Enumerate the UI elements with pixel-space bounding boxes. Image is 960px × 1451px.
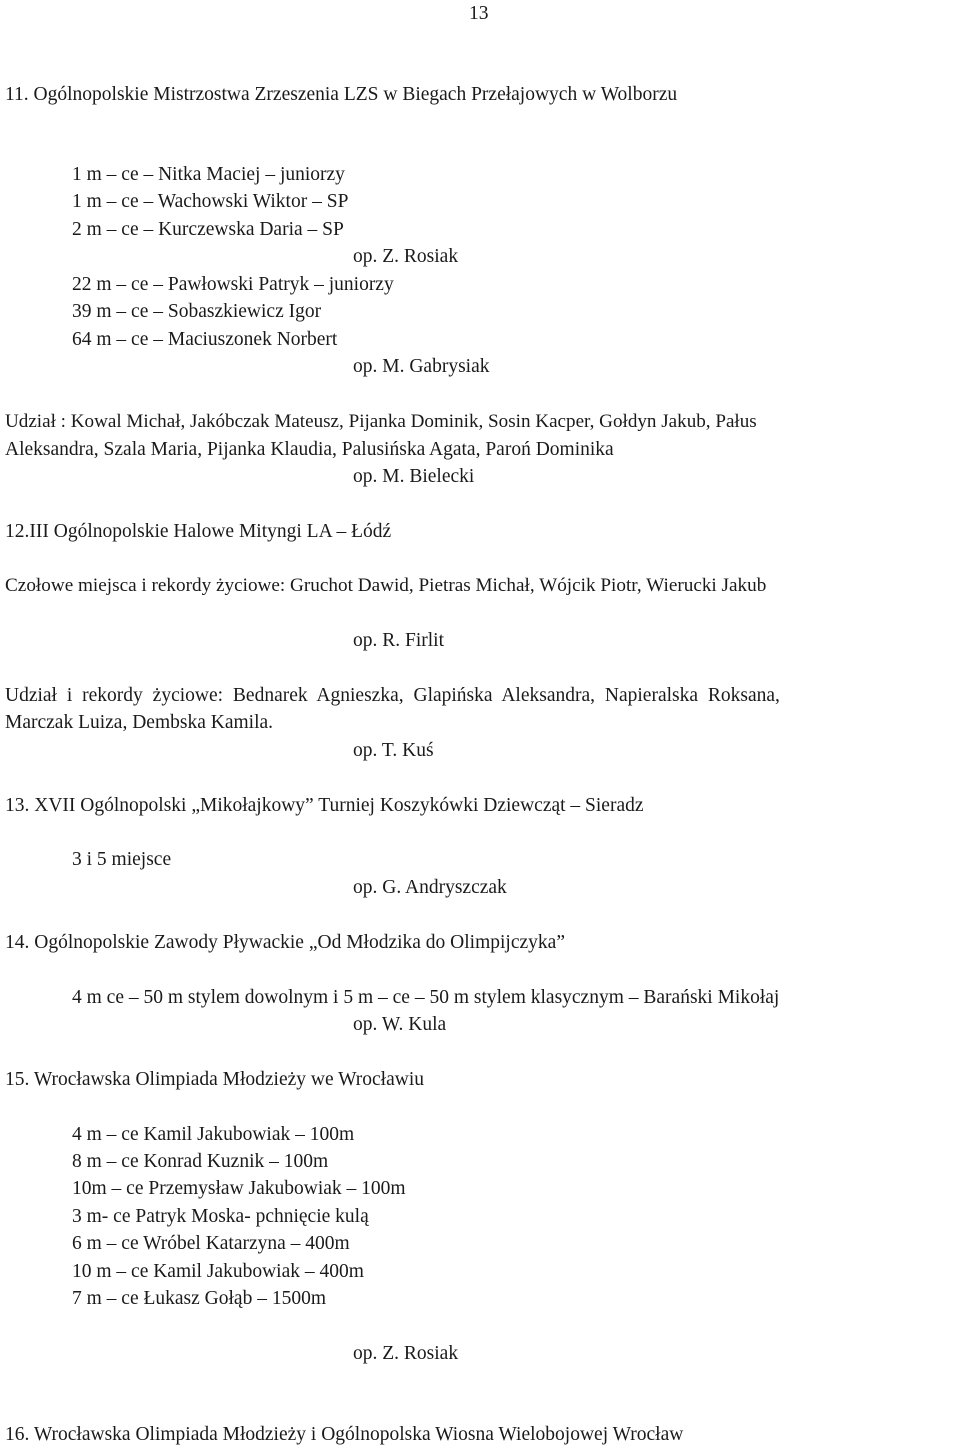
list-item: 1 m – ce – Wachowski Wiktor – SP xyxy=(72,191,349,212)
list-item: 39 m – ce – Sobaszkiewicz Igor xyxy=(72,301,322,322)
coach-name: op. M. Bielecki xyxy=(353,466,475,487)
section-14-title: 14. Ogólnopolskie Zawody Pływackie „Od Młodzika do Olimpijczyka” xyxy=(5,932,565,953)
coach-name: op. Z. Rosiak xyxy=(353,1343,459,1364)
list-item: 4 m ce – 50 m stylem dowolnym i 5 m – ce – 50 m stylem klasycznym – Barański Mikołaj xyxy=(72,987,780,1008)
section-11-title: 11. Ogólnopolskie Mistrzostwa Zrzeszenia LZS w Biegach Przełajowych w Wolborzu xyxy=(5,84,678,105)
list-item: 10 m – ce Kamil Jakubowiak – 400m xyxy=(72,1261,364,1282)
participants-line-1: Udział i rekordy życiowe: Bednarek Agnieszka, Glapińska Aleksandra, Napieralska Roksana, xyxy=(5,685,780,706)
coach-name: op. M. Gabrysiak xyxy=(353,356,490,377)
list-item: 3 i 5 miejsce xyxy=(72,849,172,870)
coach-name: op. W. Kula xyxy=(353,1014,447,1035)
section-13-title: 13. XVII Ogólnopolski „Mikołajkowy” Turniej Koszykówki Dziewcząt – Sieradz xyxy=(5,795,644,816)
section-15-title: 15. Wrocławska Olimpiada Młodzieży we Wrocławiu xyxy=(5,1069,425,1090)
participants-line-2: Aleksandra, Szala Maria, Pijanka Klaudia, Palusińska Agata, Paroń Dominika xyxy=(5,439,614,460)
list-item: 3 m- ce Patryk Moska- pchnięcie kulą xyxy=(72,1206,369,1227)
list-item: 4 m – ce Kamil Jakubowiak – 100m xyxy=(72,1124,355,1145)
list-item: 10m – ce Przemysław Jakubowiak – 100m xyxy=(72,1178,406,1199)
list-item: 1 m – ce – Nitka Maciej – juniorzy xyxy=(72,164,345,185)
list-item: 22 m – ce – Pawłowski Patryk – juniorzy xyxy=(72,274,394,295)
participants-line-1: Udział : Kowal Michał, Jakóbczak Mateusz, Pijanka Dominik, Sosin Kacper, Gołdyn Jakub, Pałus xyxy=(5,411,757,432)
coach-name: op. R. Firlit xyxy=(353,630,445,651)
leaders-line: Czołowe miejsca i rekordy życiowe: Gruchot Dawid, Pietras Michał, Wójcik Piotr, Wierucki Jakub xyxy=(5,575,767,596)
section-12-title: 12.III Ogólnopolskie Halowe Mityngi LA – Łódź xyxy=(5,521,392,542)
participants-line-2: Marczak Luiza, Dembska Kamila. xyxy=(5,712,274,733)
list-item: 2 m – ce – Kurczewska Daria – SP xyxy=(72,219,344,240)
section-16-title: 16. Wrocławska Olimpiada Młodzieży i Ogólnopolska Wiosna Wielobojowej Wrocław xyxy=(5,1424,684,1445)
page-number: 13 xyxy=(469,3,489,24)
list-item: 6 m – ce Wróbel Katarzyna – 400m xyxy=(72,1233,350,1254)
list-item: 8 m – ce Konrad Kuznik – 100m xyxy=(72,1151,329,1172)
coach-name: op. G. Andryszczak xyxy=(353,877,507,898)
coach-name: op. Z. Rosiak xyxy=(353,246,459,267)
list-item: 64 m – ce – Maciuszonek Norbert xyxy=(72,329,338,350)
coach-name: op. T. Kuś xyxy=(353,740,434,761)
list-item: 7 m – ce Łukasz Gołąb – 1500m xyxy=(72,1288,326,1309)
